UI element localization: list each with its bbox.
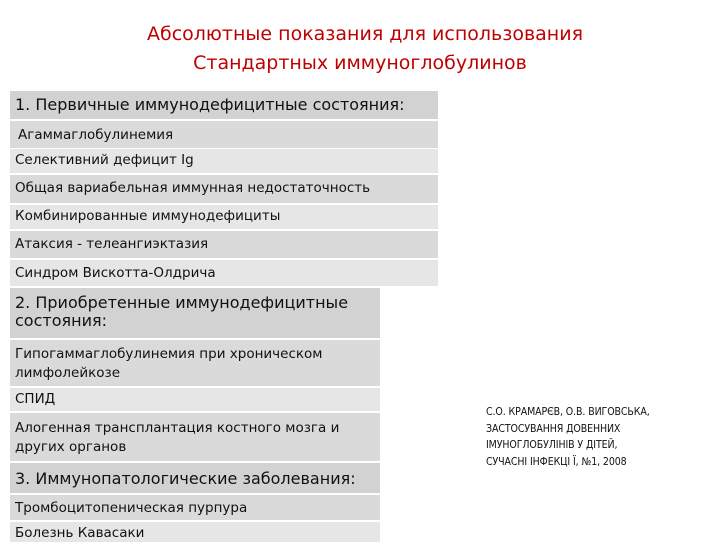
list-item: Селективний дефицит Ig — [10, 149, 438, 173]
list-item: Атаксия - телеангиэктазия — [10, 231, 438, 258]
section-header-immunopathologic: 3. Иммунопатологические заболевания: — [10, 463, 380, 493]
title-line-2: Стандартных иммуноглобулинов — [193, 52, 527, 74]
slide-title — [0, 20, 720, 78]
list-item: Гипогаммаглобулинемия при хроническом лимфолейкозе — [10, 340, 380, 386]
list-item: Алогенная трансплантация костного мозга и других органов — [10, 413, 380, 461]
list-item: СПИД — [10, 388, 380, 411]
section-header-text: 1. Первичные иммунодефицитные состояния: — [15, 95, 405, 114]
source-citation: С.О. КРАМАРЄВ, О.В. ВИГОВСЬКА, ЗАСТОСУВАННЯ ДОВЕННИХ ІМУНОГЛОБУЛІНІВ У ДІТЕЙ, СУЧАСНІ ІНФЕКЦІ Ї, №1, 2008 — [486, 406, 650, 468]
list-item: Агаммаглобулинемия — [10, 121, 438, 148]
list-item: Комбинированные иммунодефициты — [10, 205, 438, 229]
list-item: Общая вариабельная иммунная недостаточность — [10, 175, 438, 203]
title-line-1: Абсолютные показания для использования — [147, 23, 583, 45]
list-item: Тромбоцитопеническая пурпура — [10, 495, 380, 520]
list-item: Синдром Вискотта-Олдрича — [10, 260, 438, 286]
section-header-primary — [10, 91, 438, 119]
section-header-acquired: 2. Приобретенные иммунодефицитные состояния: — [10, 288, 380, 338]
list-item: Болезнь Кавасаки — [10, 522, 380, 542]
